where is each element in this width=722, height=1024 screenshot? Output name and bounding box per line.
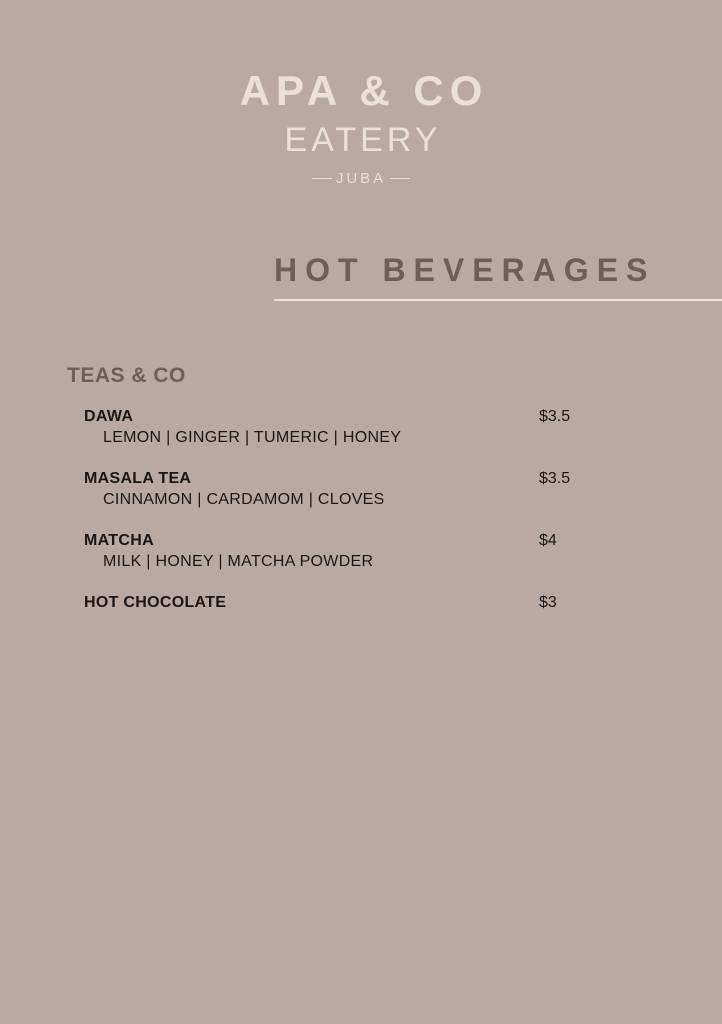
item-name: DAWA xyxy=(84,408,134,425)
item-price: $4 xyxy=(539,532,557,549)
brand-city xyxy=(0,170,722,187)
section-title: HOT BEVERAGES xyxy=(274,252,656,288)
item-description: LEMON | GINGER | TUMERIC | HONEY xyxy=(103,429,402,446)
brand-name: APA & CO xyxy=(239,67,489,114)
item-name: MATCHA xyxy=(84,532,154,549)
item-price: $3.5 xyxy=(539,408,571,425)
item-price: $3 xyxy=(539,594,557,611)
brand-subtitle: EATERY xyxy=(284,121,442,159)
section-divider xyxy=(274,299,722,301)
brand-header xyxy=(0,66,722,187)
brand-city-label: JUBA xyxy=(335,170,387,187)
menu-item xyxy=(84,592,604,654)
item-name: MASALA TEA xyxy=(84,470,192,487)
item-description: MILK | HONEY | MATCHA POWDER xyxy=(103,553,374,570)
menu-item xyxy=(84,530,604,592)
item-description: CINNAMON | CARDAMOM | CLOVES xyxy=(103,491,385,508)
menu-items xyxy=(84,406,604,654)
menu-item xyxy=(84,406,604,468)
menu-item xyxy=(84,468,604,530)
category-title: TEAS & CO xyxy=(67,364,186,387)
item-price: $3.5 xyxy=(539,470,571,487)
dash-right-divider xyxy=(390,178,410,179)
item-name: HOT CHOCOLATE xyxy=(84,594,227,611)
dash-left-divider xyxy=(312,178,332,179)
